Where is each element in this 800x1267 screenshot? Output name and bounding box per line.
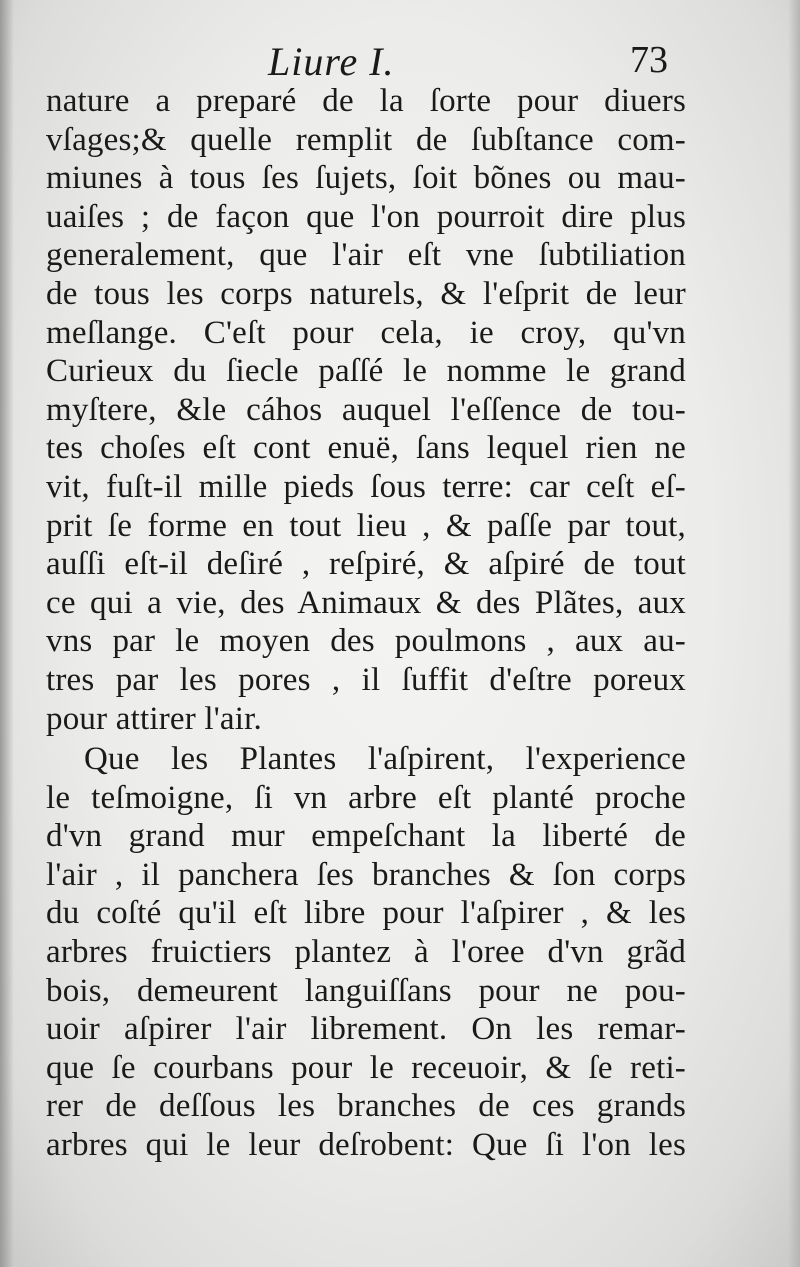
- page-number: 73: [630, 39, 668, 81]
- text-line: de tous les corps naturels, & l'eſprit de leur: [46, 275, 686, 312]
- text-line: pour attirer l'air.: [46, 700, 262, 737]
- text-line: prit ſe forme en tout lieu , & paſſe par tout,: [46, 507, 686, 544]
- text-line: que ſe courbans pour le receuoir, & ſe reti-: [46, 1049, 686, 1086]
- text-line: nature a preparé de la ſorte pour diuers: [46, 83, 686, 119]
- text-line: uaiſes ; de façon que l'on pourroit dire plus: [46, 198, 686, 235]
- text-line: meſlange. C'eſt pour cela, ie croy, qu'vn: [46, 314, 686, 351]
- text-line: arbres qui le leur deſrobent: Que ſi l'on les: [46, 1127, 686, 1164]
- text-line: myſtere, &le cáhos auquel l'eſſence de tou-: [46, 391, 686, 428]
- running-head: [48, 30, 698, 84]
- text-line: ce qui a vie, des Animaux & des Plãtes, aux: [46, 584, 686, 621]
- text-line: l'air , il panchera ſes branches & ſon corps: [46, 856, 686, 893]
- book-label: Liure I.: [268, 39, 395, 84]
- text-line: tes choſes eſt cont enuë, ſans lequel rien ne: [46, 430, 686, 467]
- text-line: bois, demeurent languiſſans pour ne pou-: [46, 972, 686, 1009]
- text-line: auſſi eſt-il deſiré , reſpiré, & aſpiré de tout: [46, 546, 686, 583]
- text-line: d'vn grand mur empeſchant la liberté de: [46, 818, 686, 855]
- text-line: Curieux du ſiecle paſſé le nomme le grand: [46, 353, 686, 390]
- text-line: vit, fuſt-il mille pieds ſous terre: car ceſt eſ-: [46, 468, 686, 505]
- text-line: le teſmoigne, ſi vn arbre eſt planté proche: [46, 779, 686, 816]
- text-line: miunes à tous ſes ſujets, ſoit bõnes ou mau-: [46, 160, 686, 197]
- text-line: rer de deſſous les branches de ces grands: [46, 1088, 686, 1125]
- text-line: arbres fruictiers plantez à l'oree d'vn grãd: [46, 934, 686, 971]
- text-line: vns par le moyen des poulmons , aux au-: [46, 623, 686, 660]
- text-line: generalement, que l'air eſt vne ſubtiliation: [46, 237, 686, 274]
- text-line: vſages;& quelle remplit de ſubſtance com-: [46, 121, 686, 158]
- text-line: uoir aſpirer l'air librement. On les remar-: [46, 1011, 686, 1048]
- text-line: du coſté qu'il eſt libre pour l'aſpirer , & les: [46, 895, 686, 932]
- paragraph-start-line: Que les Plantes l'aſpirent, l'experience: [84, 741, 686, 778]
- body-text: [46, 82, 686, 1165]
- text-line: tres par les pores , il ſuffit d'eſtre poreux: [46, 661, 686, 698]
